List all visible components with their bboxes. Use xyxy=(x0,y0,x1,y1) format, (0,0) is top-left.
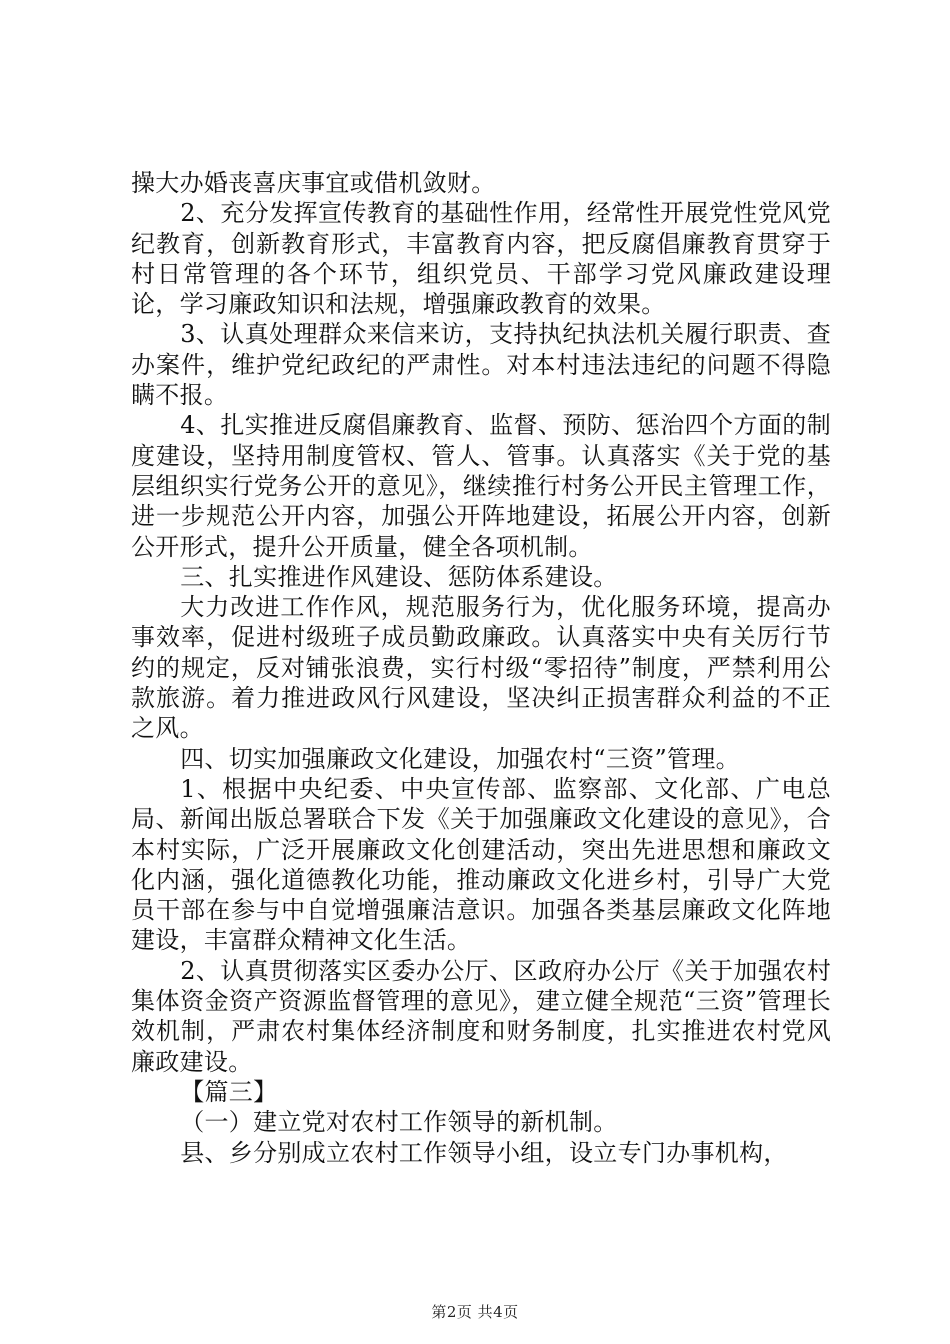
section-heading-three: 三、扎实推进作风建设、惩防体系建设。 xyxy=(180,562,618,591)
paragraph-item-2: 2、充分发挥宣传教育的基础性作用，经常性开展党性党风党纪教育，创新教育形式，丰富教育内容，把反腐倡廉教育贯穿于村日常管理的各个环节，组织党员、干部学习党风廉政建设理论，学习廉政知识和法规，增强廉政教育的效果。 xyxy=(131,199,831,319)
part-heading-three: 【篇三】 xyxy=(180,1077,278,1106)
paragraph-culture-1: 1、根据中央纪委、中央宣传部、监察部、文化部、广电总局、新闻出版总署联合下发《关于加强廉政文化建设的意见》，合本村实际，广泛开展廉政文化创建活动，突出先进思想和廉政文化内涵，强化道德教化功能，推动廉政文化进乡村，引导广大党员干部在参与中自觉增强廉洁意识。加强各类基层廉政文化阵地建设，丰富群众精神文化生活。 xyxy=(131,774,831,955)
paragraph-work-style: 大力改进工作作风，规范服务行为，优化服务环境，提高办事效率，促进村级班子成员勤政廉政。认真落实中央有关厉行节约的规定，反对铺张浪费，实行村级“零招待”制度，严禁利用公款旅游。着力推进政风行风建设，坚决纠正损害群众利益的不正之风。 xyxy=(131,593,831,743)
subsection-heading-one: （一）建立党对农村工作领导的新机制。 xyxy=(180,1108,618,1137)
page-number-footer: 第2页 共4页 xyxy=(431,1303,519,1321)
paragraph-culture-2: 2、认真贯彻落实区委办公厅、区政府办公厅《关于加强农村集体资金资产资源监督管理的意见》，建立健全规范“三资”管理长效机制，严肃农村集体经济制度和财务制度，扎实推进农村党风廉政建设。 xyxy=(131,956,831,1076)
paragraph-item-4: 4、扎实推进反腐倡廉教育、监督、预防、惩治四个方面的制度建设，坚持用制度管权、管人、管事。认真落实《关于党的基层组织实行党务公开的意见》，继续推行村务公开民主管理工作，进一步规范公开内容，加强公开阵地建设，拓展公开内容，创新公开形式，提升公开质量，健全各项机制。 xyxy=(131,411,831,561)
paragraph-item-3: 3、认真处理群众来信来访，支持执纪执法机关履行职责、查办案件，维护党纪政纪的严肃性。对本村违法违纪的问题不得隐瞒不报。 xyxy=(131,320,831,410)
section-heading-four: 四、切实加强廉政文化建设，加强农村“三资”管理。 xyxy=(180,744,740,773)
paragraph-leadership: 县、乡分别成立农村工作领导小组，设立专门办事机构， xyxy=(180,1138,788,1167)
paragraph-continuation: 操大办婚丧喜庆事宜或借机敛财。 xyxy=(131,169,496,197)
document-body xyxy=(131,168,831,1168)
